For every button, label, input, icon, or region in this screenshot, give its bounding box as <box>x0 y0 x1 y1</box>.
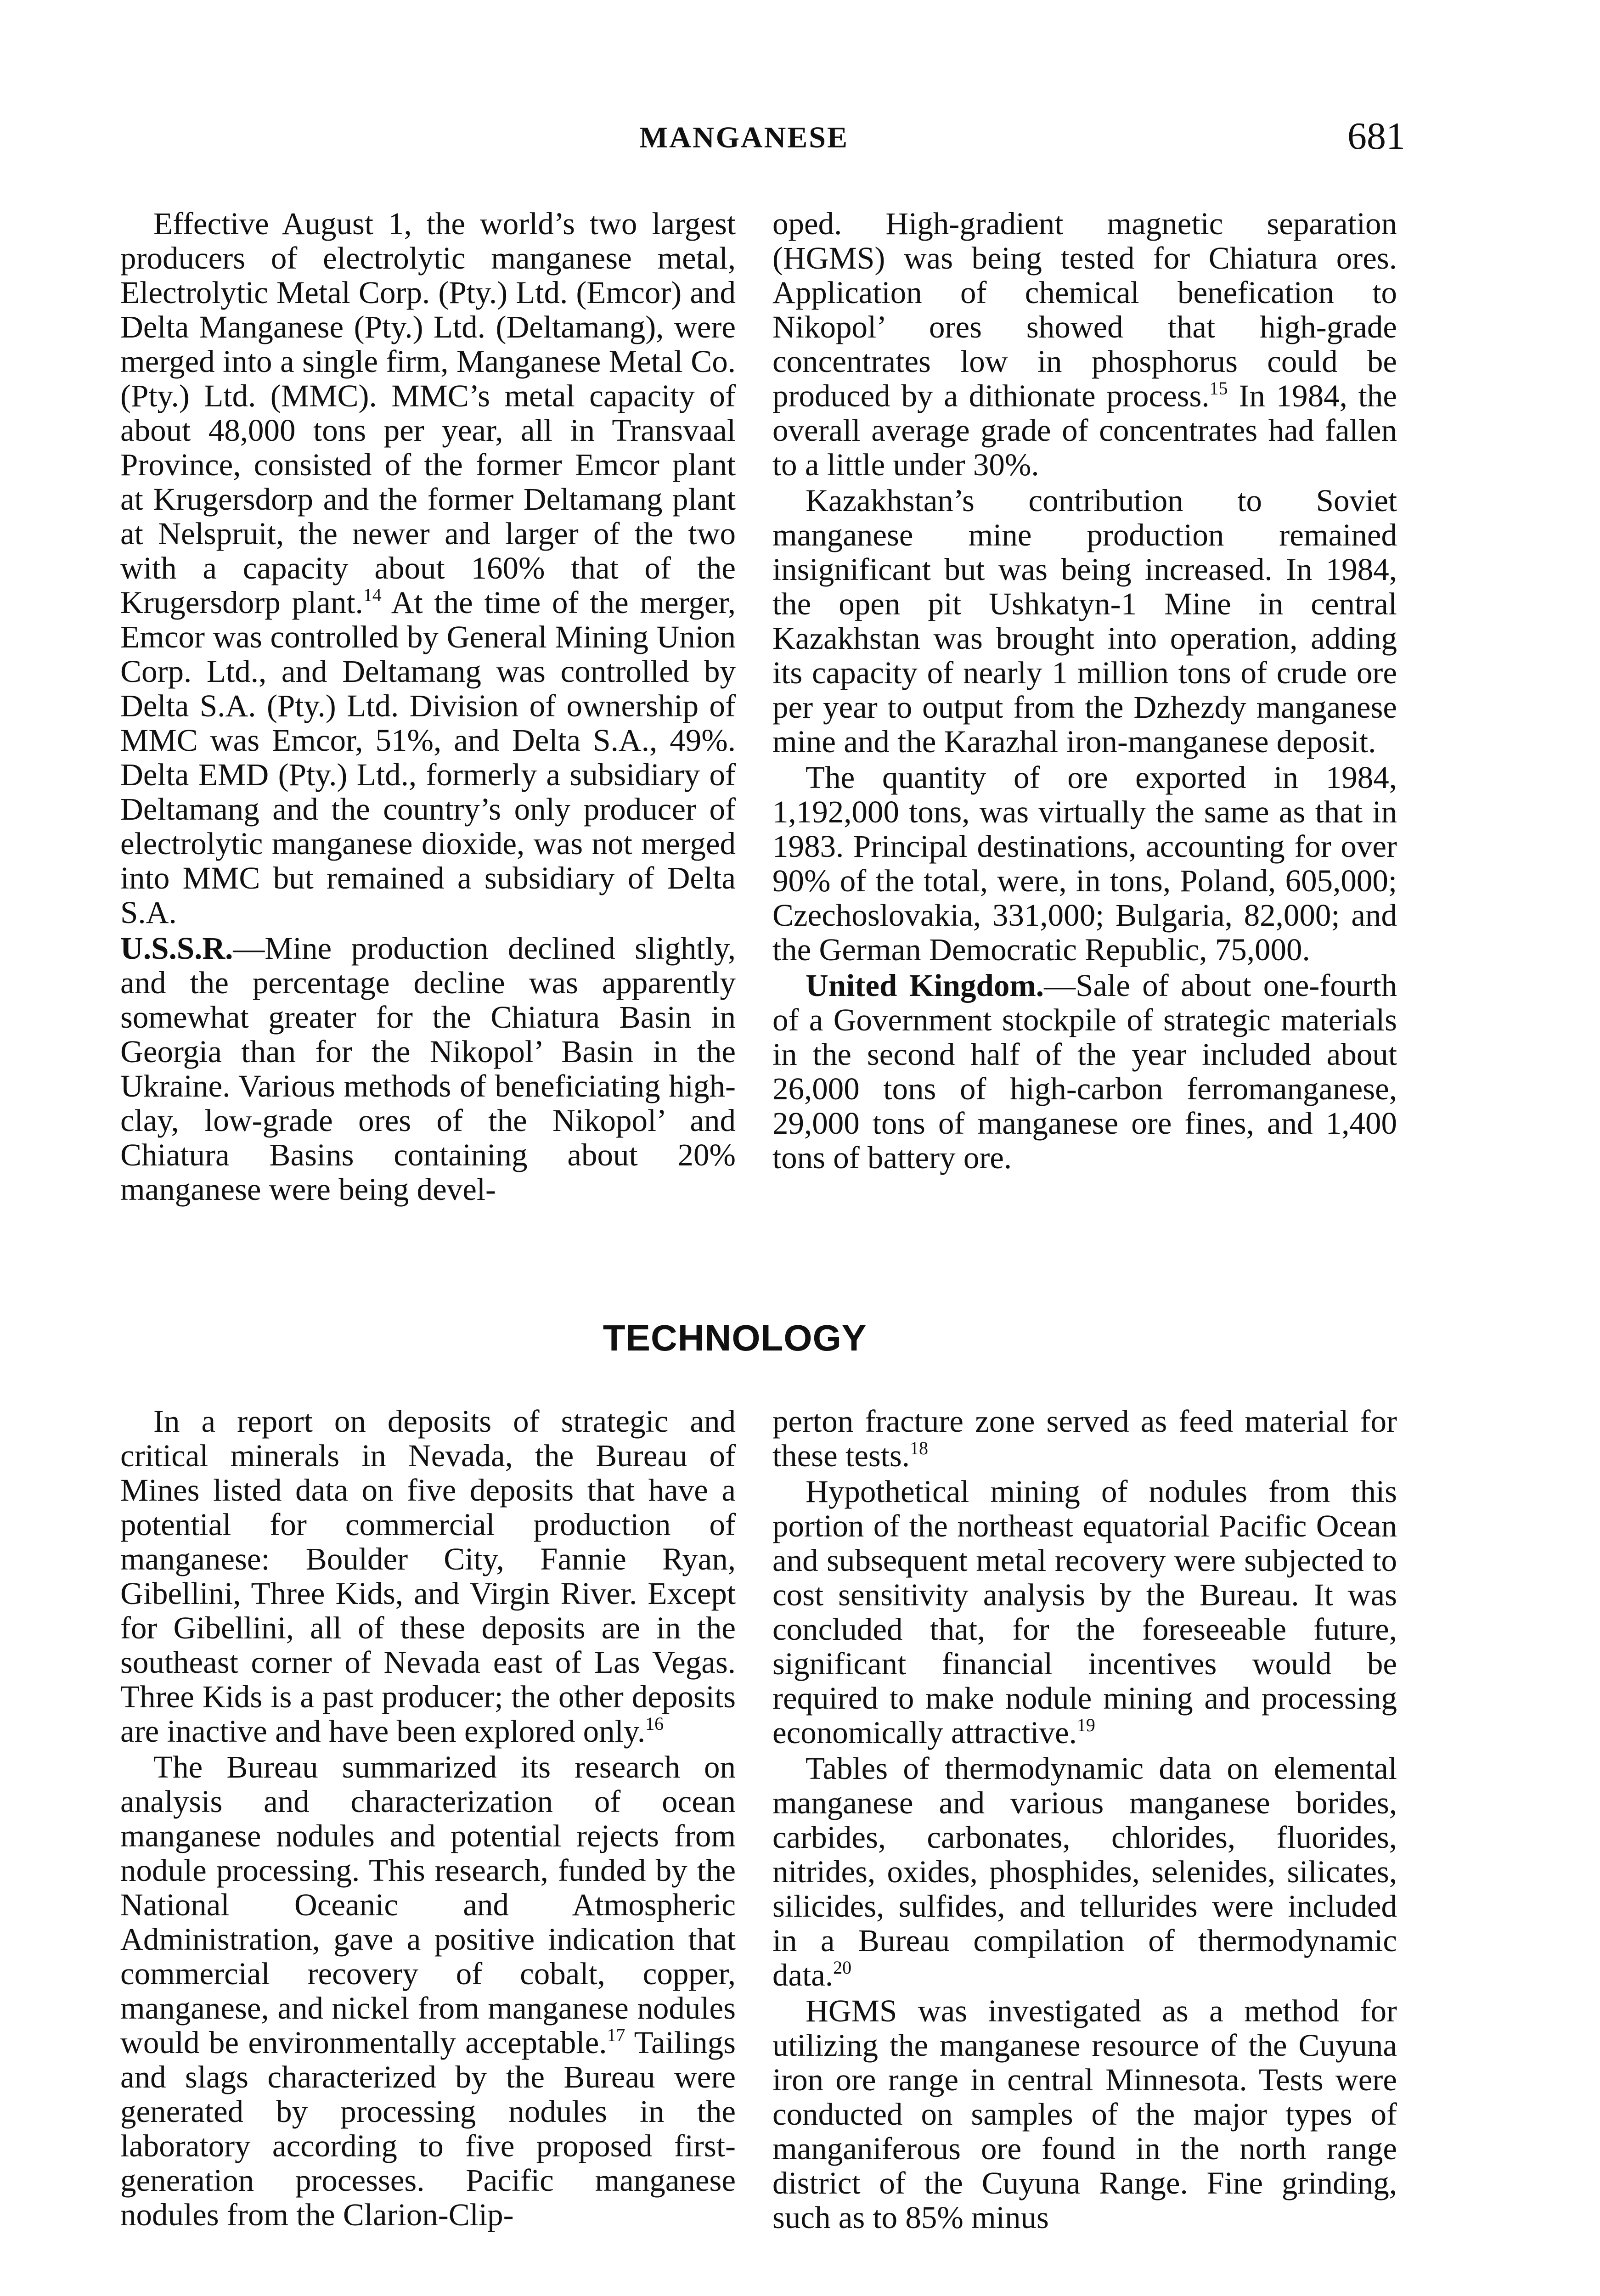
text-span: Tailings and slags characterized by the Bureau were generated by processing nodules in the laboratory according to five proposed first-generation processes. Pacific manganese nodules from the Clarion-Clip- <box>120 2025 736 2232</box>
footnote-ref: 20 <box>833 1957 852 1978</box>
text-span: In 1984, the overall average grade of concentrates had fallen to a little under 30%. <box>772 378 1397 482</box>
paragraph-exports: The quantity of ore exported in 1984, 1,192,000 tons, was virtually the same as that in 1983. Principal destinations, accounting for over 90% of the total, were, in tons, Poland, 605,000; Czechoslovakia, 331,000; Bulgaria, 82,000; and the German Democratic Republic, 75,000. <box>772 760 1397 967</box>
country-heading: U.S.S.R. <box>120 931 233 966</box>
page-number: 681 <box>1347 115 1405 158</box>
text-span: Hypothetical mining of nodules from this portion of the northeast equatorial Pacific Ocean and subsequent metal recovery were subjected to cost sensitivity analysis by the Bureau. It was concluded that, for the foreseeable future, significant financial incentives would be required to make nodule mining and processing economically attractive. <box>772 1474 1397 1750</box>
paragraph-mmc-merger <box>120 207 736 930</box>
footnote-ref: 14 <box>363 585 382 605</box>
text-span: In a report on deposits of strategic and critical minerals in Nevada, the Bureau of Mines listed data on five deposits that have a potential for commercial production of manganese: Boulder City, Fannie Ryan, Gibellini, Three Kids, and Virgin River. Except for Gibellini, all of these deposits are in the southeast corner of Nevada east of Las Vegas. Three Kids is a past producer; the other deposits are inactive and have been explored only. <box>120 1404 736 1749</box>
lower-left-column <box>120 1404 736 2232</box>
paragraph-ocean-nodules <box>120 1750 736 2232</box>
footnote-ref: 18 <box>909 1438 928 1458</box>
text-span: perton fracture zone served as feed material for these tests. <box>772 1404 1397 1473</box>
paragraph-nodule-mining <box>772 1474 1397 1750</box>
paragraph-united-kingdom <box>772 968 1397 1175</box>
paragraph-kazakhstan: Kazakhstan’s contribution to Soviet manganese mine production remained insignificant but was being increased. In 1984, the open pit Ushkatyn-1 Mine in central Kazakhstan was brought into operation, adding its capacity of nearly 1 million tons of crude ore per year to output from the Dzhezdy manganese mine and the Karazhal iron-manganese deposit. <box>772 483 1397 759</box>
upper-right-column <box>772 207 1397 1175</box>
country-heading: United Kingdom. <box>806 968 1044 1003</box>
paragraph-hgms-cuyuna: HGMS was investigated as a method for utilizing the manganese resource of the Cuyuna iron ore range in central Minnesota. Tests were conducted on samples of the major types of manganiferous ore found in the north range district of the Cuyuna Range. Fine grinding, such as to 85% minus <box>772 1993 1397 2235</box>
paragraph-ussr <box>120 931 736 1207</box>
text-span: Effective August 1, the world’s two largest producers of electrolytic manganese metal, Electrolytic Metal Corp. (Pty.) Ltd. (Emcor) and Delta Manganese (Pty.) Ltd. (Deltamang), were merged into a single firm, Manganese Metal Co. (Pty.) Ltd. (MMC). MMC’s metal capacity of about 48,000 tons per year, all in Transvaal Province, consisted of the former Emcor plant at Krugersdorp and the former Deltamang plant at Nelspruit, the newer and larger of the two with a capacity about 160% that of the Krugersdorp plant. <box>120 206 736 620</box>
footnote-ref: 16 <box>645 1713 664 1734</box>
text-span: The Bureau summarized its research on analysis and characterization of ocean manganese nodules and potential rejects from nodule processing. This research, funded by the National Oceanic and Atmospheric Administration, gave a positive indication that commercial recovery of cobalt, copper, manganese, and nickel from manganese nodules would be environmentally acceptable. <box>120 1750 736 2060</box>
text-span: —Mine production declined slightly, and the percentage decline was apparently somewhat greater for the Chiatura Basin in Georgia than for the Nikopol’ Basin in the Ukraine. Various methods of beneficiating high-clay, low-grade ores of the Nikopol’ and Chiatura Basins containing about 20% manganese were being devel- <box>120 931 736 1207</box>
text-span: At the time of the merger, Emcor was controlled by General Mining Union Corp. Ltd., and Deltamang was controlled by Delta S.A. (Pty.) Ltd. Division of ownership of MMC was Emcor, 51%, and Delta S.A., 49%. Delta EMD (Pty.) Ltd., formerly a subsidiary of Deltamang and the country’s only producer of electrolytic manganese dioxide, was not merged into MMC but remained a subsidiary of Delta S.A. <box>120 585 736 930</box>
text-span: —Sale of about one-fourth of a Government stockpile of strategic materials in the second half of the year included about 26,000 tons of high-carbon ferromanganese, 29,000 tons of manganese ore fines, and 1,400 tons of battery ore. <box>772 968 1397 1175</box>
text-span: oped. High-gradient magnetic separation (HGMS) was being tested for Chiatura ores. Application of chemical benefication to Nikopol’ ores showed that high-grade concentrates low in phosphorus could be produced by a dithionate process. <box>772 206 1397 413</box>
running-title: MANGANESE <box>639 121 849 154</box>
section-heading-technology: TECHNOLOGY <box>603 1317 867 1358</box>
paragraph-nevada-deposits <box>120 1404 736 1749</box>
lower-right-column <box>772 1404 1397 2235</box>
paragraph-thermodynamic-data <box>772 1751 1397 1992</box>
paragraph-continued <box>772 207 1397 482</box>
footnote-ref: 15 <box>1209 378 1228 399</box>
paragraph-continued <box>772 1404 1397 1473</box>
text-span: Tables of thermodynamic data on elemental manganese and various manganese borides, carbides, carbonates, chlorides, fluorides, nitrides, oxides, phosphides, selenides, silicates, silicides, sulfides, and tellurides were included in a Bureau compilation of thermodynamic data. <box>772 1751 1397 1992</box>
footnote-ref: 17 <box>607 2025 625 2045</box>
footnote-ref: 19 <box>1076 1715 1095 1735</box>
upper-left-column <box>120 207 736 1207</box>
